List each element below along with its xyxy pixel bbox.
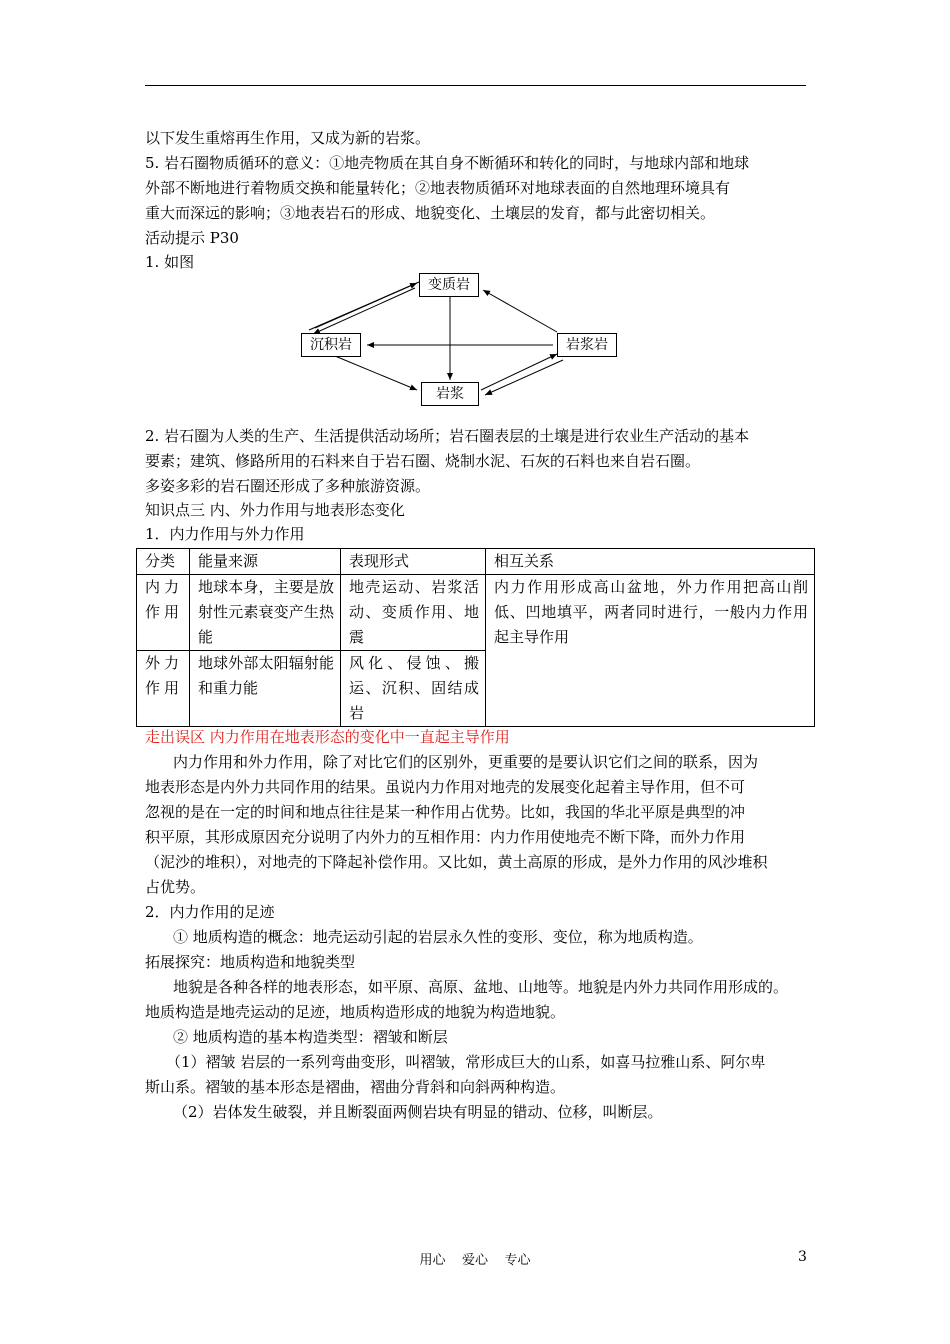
text-line: 忽视的是在一定的时间和地点往往是某一种作用占优势。比如，我国的华北平原是典型的冲: [145, 803, 746, 821]
text-line: （1）褶皱 岩层的一系列弯曲变形，叫褶皱，常形成巨大的山系，如喜马拉雅山系、阿尔卑: [166, 1053, 766, 1071]
text-line: 重大而深远的影响；③地表岩石的形成、地貌变化、土壤层的发育，都与此密切相关。: [145, 204, 716, 222]
text-line: 外部不断地进行着物质交换和能量转化；②地表物质循环对地球表面的自然地理环境具有: [145, 179, 731, 197]
rock-cycle-diagram: [295, 268, 625, 410]
text-line: 地表形态是内外力共同作用的结果。虽说内力作用对地壳的发展变化起着主导作用，但不可: [145, 778, 746, 796]
text-line: 以下发生重熔再生作用，又成为新的岩浆。: [145, 129, 431, 147]
node-igneous: 岩浆岩: [557, 333, 617, 357]
table-header-cell: 能量来源: [190, 549, 341, 575]
text-line: 占优势。: [145, 878, 206, 896]
page-number: 3: [798, 1249, 807, 1265]
section-heading: 知识点三 内、外力作用与地表形态变化: [145, 501, 405, 519]
text-line: 要素；建筑、修路所用的石料来自于岩石圈、烧制水泥、石灰的石料也来自岩石圈。: [145, 452, 701, 470]
subsection-heading: 1．内力作用与外力作用: [145, 525, 305, 543]
node-metamorphic: 变质岩: [419, 273, 479, 297]
table-cell: 地球外部太阳辐射能和重力能: [190, 651, 341, 727]
table-header-cell: 表现形式: [341, 549, 486, 575]
text-line: 地质构造是地壳运动的足迹，地质构造形成的地貌为构造地貌。: [145, 1003, 566, 1021]
node-sedimentary: 沉积岩: [301, 333, 361, 357]
table-cell: 地壳运动、岩浆活动、变质作用、地震: [341, 575, 486, 651]
table-cell: 地球本身，主要是放射性元素衰变产生热能: [190, 575, 341, 651]
page-footer: 用心 爱心 专心: [419, 1253, 531, 1268]
text-line: ② 地质构造的基本构造类型：褶皱和断层: [173, 1028, 448, 1046]
node-magma: 岩浆: [421, 382, 479, 406]
text-line: 地貌是各种各样的地表形态，如平原、高原、盆地、山地等。地貌是内外力共同作用形成的。: [173, 978, 789, 996]
subsection-heading: 2．内力作用的足迹: [145, 903, 275, 921]
force-comparison-table: [136, 548, 815, 727]
text-line: 5. 岩石圈物质循环的意义：①地壳物质在其自身不断循环和转化的同时，与地球内部和地球: [145, 154, 750, 172]
header-rule: [145, 85, 806, 86]
text-line: （2）岩体发生破裂，并且断裂面两侧岩块有明显的错动、位移，叫断层。: [173, 1103, 663, 1121]
table-cell: 外力作用: [137, 651, 190, 727]
text-line: 斯山系。褶皱的基本形态是褶曲，褶曲分背斜和向斜两种构造。: [145, 1078, 566, 1096]
text-line: 拓展探究：地质构造和地貌类型: [145, 953, 356, 971]
text-line: 2. 岩石圈为人类的生产、生活提供活动场所；岩石圈表层的土壤是进行农业生产活动的基本: [145, 427, 750, 445]
text-line: ① 地质构造的概念：地壳运动引起的岩层永久性的变形、变位，称为地质构造。: [173, 928, 703, 946]
text-line: 积平原，其形成原因充分说明了内外力的互相作用：内力作用使地壳不断下降，而外力作用: [145, 828, 746, 846]
table-cell: 风化、侵蚀、搬运、沉积、固结成岩: [341, 651, 486, 727]
table-cell-relation: 内力作用形成高山盆地，外力作用把高山削低、凹地填平，两者同时进行，一般内力作用起主导作用: [486, 575, 815, 727]
table-header-row: [137, 549, 815, 575]
table-header-cell: 相互关系: [486, 549, 815, 575]
text-line: （泥沙的堆积），对地壳的下降起补偿作用。又比如，黄土高原的形成，是外力作用的风沙堆积: [145, 853, 768, 871]
text-line: 活动提示 P30: [145, 229, 239, 247]
text-line: 多姿多彩的岩石圈还形成了多种旅游资源。: [145, 477, 431, 495]
table-row: [137, 575, 815, 651]
table-header-cell: 分类: [137, 549, 190, 575]
text-line: 内力作用和外力作用，除了对比它们的区别外，更重要的是要认识它们之间的联系，因为: [173, 753, 759, 771]
text-line: 1. 如图: [145, 253, 195, 271]
table-cell: 内力作用: [137, 575, 190, 651]
misconception-heading: 走出误区 内力作用在地表形态的变化中一直起主导作用: [145, 728, 510, 746]
